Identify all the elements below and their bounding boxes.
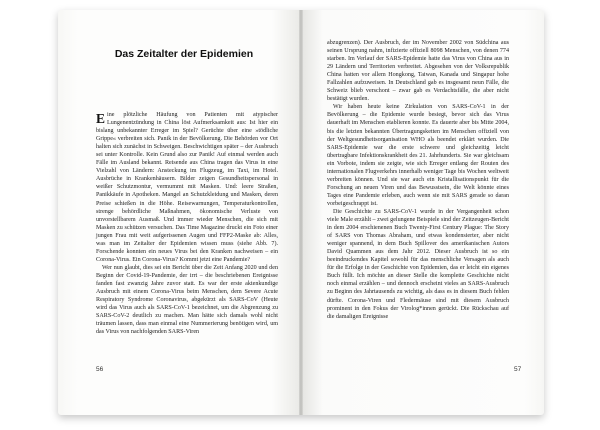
right-paragraph-1: abzugrenzen). Der Ausbruch, der im November 2002 von Südchina aus seinen Ursprung nahm, infizierte offiziell 8098 Menschen, von denen 774 starben. Im Verlauf der SARS-Epidemie hatte das Virus von China aus in 29 Ländern und Territorien verbreitet. Abgesehen von der Volksrepublik China hatten vor allem Hongkong, Taiwan, Kanada und Singapur hohe Fallzahlen aufzuweisen. In Deutschland gab es insgesamt neun Fälle, die Schweiz blieb verschont – zwar gab es Verdachtsfälle, die aber nicht bestätigt wurden. [327, 40, 509, 103]
right-paragraph-2: Wir haben heute keine Zirkulation von SARS-CoV-1 in der Bevölkerung – die Epidemie wurde besiegt, bevor sich das Virus dauerhaft im Menschen etablieren konnte. Es dauerte aber bis Mitte 2004, bis die letzten bekannten Übertragungsketten im Menschen offiziell von der Weltgesundheitsorganisation WHO als beendet erklärt wurden. Die SARS-Epidemie war die erste schwere und gleichzeitig leicht übertragbare Infektionskrankheit des 21. Jahrhunderts. Sie war gleichsam ein Vorbote, indem sie zeigte, wie sich Erreger entlang der Routen des internationalen Flugverkehrs innerhalb weniger Tage bis Wochen weltweit verbreiten können. Und sie war auch ein Kristallisationspunkt für die Forschung an neuen Viren und das Bewusstsein, die Welt könnte eines Tages eine Pandemie erleben, auch wenn sie mit SARS gerade so daran vorbeigeschrappt ist. [327, 104, 509, 207]
page-number-right: 57 [514, 366, 522, 373]
right-page [301, 10, 544, 415]
chapter-title: Das Zeitalter der Epidemien [114, 48, 254, 60]
left-page-body [96, 111, 278, 336]
drop-cap: E [96, 111, 106, 126]
right-paragraph-3: Die Geschichte zu SARS-CoV-1 wurde in der Vergangenheit schon viele Male erzählt – zwei gelungene Beispiele sind der Zeitzeugen-Bericht in dem 2004 erschienenen Buch Twenty-First Century Plague: The Story of SARS von Thomas Abraham, und etwas kondensierter, aber nicht weniger spannend, in dem Buch Spillover des amerikanischen Autors David Quammen aus dem Jahr 2012. Dieser Ausbruch ist so ein beeindruckendes Kapitel sowohl für das menschliche Versagen als auch für die Erfolge in der Geschichte von Epidemien, das er leicht ein eigenes Buch füllt. Ich möchte an dieser Stelle die komplette Geschichte nicht noch einmal erzählen – und dennoch erscheint vieles an SARS-Ausbruch zu Beginn des Jahrtausends zu wichtig, als dass es in diesem Buch fehlen dürfte. Corona-Viren und Fledermäuse sind mit diesem Ausbruch prominent in den Fokus der Virolog*innen gerückt. Die Rückschau auf die damaligen Ereignisse [327, 208, 509, 320]
page-number-left: 56 [96, 366, 104, 373]
right-page-body [327, 39, 509, 321]
open-book [58, 10, 544, 415]
left-paragraph-1-text: ine plötzliche Häufung von Patienten mit atypischer Lungenentzündung in China löst Aufmerksamkeit aus: Ist hier ein bislang unbekannter Erreger im Spiel? Gerüchte über eine »tödliche Grippe« verbreiten sich. Panik in der Bevölkerung. Die Behörden vor Ort halten sich zunächst in Schweigen. Beschwichtigen später – der Ausbruch sei unter Kontrolle. Kein Grund also zur Panik! Auf einmal werden auch Fälle im Ausland bekannt. Reisende aus China tragen das Virus in eine Vielzahl von Ländern: Ansteckung im Flugzeug, im Taxi, im Hotel. Ausbrüche in Krankenhäusern. Bilder zeigen Gesundheitspersonal in weißer Schutzmontur, vermummt mit Masken. Und: leere Straßen, Panikkäufe in Apotheken. Mangel an Schutzkleidung und Masken, deren Preise schießen in die Höhe. Reisewarnungen, Temperaturkontrollen, strenge behördliche Maßnahmen, ökonomische Verluste von unvorstellbarem Ausmaß. Und immer wieder Menschen, die sich mit Masken zu schützen versuchen. Das Time Magazine druckt ein Foto einer jungen Frau mit weit aufgerissenen Augen und FFP2-Maske ab: Alles, was man im Zeitalter der Epidemien wissen muss (siehe Abb. 7). Forschende konnten ein neues Virus bei den Kranken nachweisen – ein Corona-Virus. Ein Corona-Virus? Kommt jetzt eine Pandemie? [96, 112, 278, 263]
left-page [58, 10, 301, 415]
left-paragraph-1 [96, 111, 278, 264]
left-paragraph-2: Wer nun glaubt, dies sei ein Bericht über die Zeit Anfang 2020 und den Beginn der Covid-19-Pandemie, der irrt – die beschriebenen Ereignisse fanden fast zwanzig Jahre zuvor statt. Es war der erste aktenkundige Ausbruch mit einem Corona-Virus beim Menschen, dem Severe Acute Respiratory Syndrome Coronavirus, abgekürzt als SARS-CoV (Heute wird das Virus auch als SARS-CoV-1 bezeichnet, um die Abgrenzung zu SARS-CoV-2 deutlich zu machen. Man hätte sich damals wohl nicht träumen lassen, dass man einmal eine Nummerierung benötigen wird, um das Virus von nachfolgenden SARS-Viren [96, 264, 278, 336]
book-gutter [299, 10, 303, 415]
